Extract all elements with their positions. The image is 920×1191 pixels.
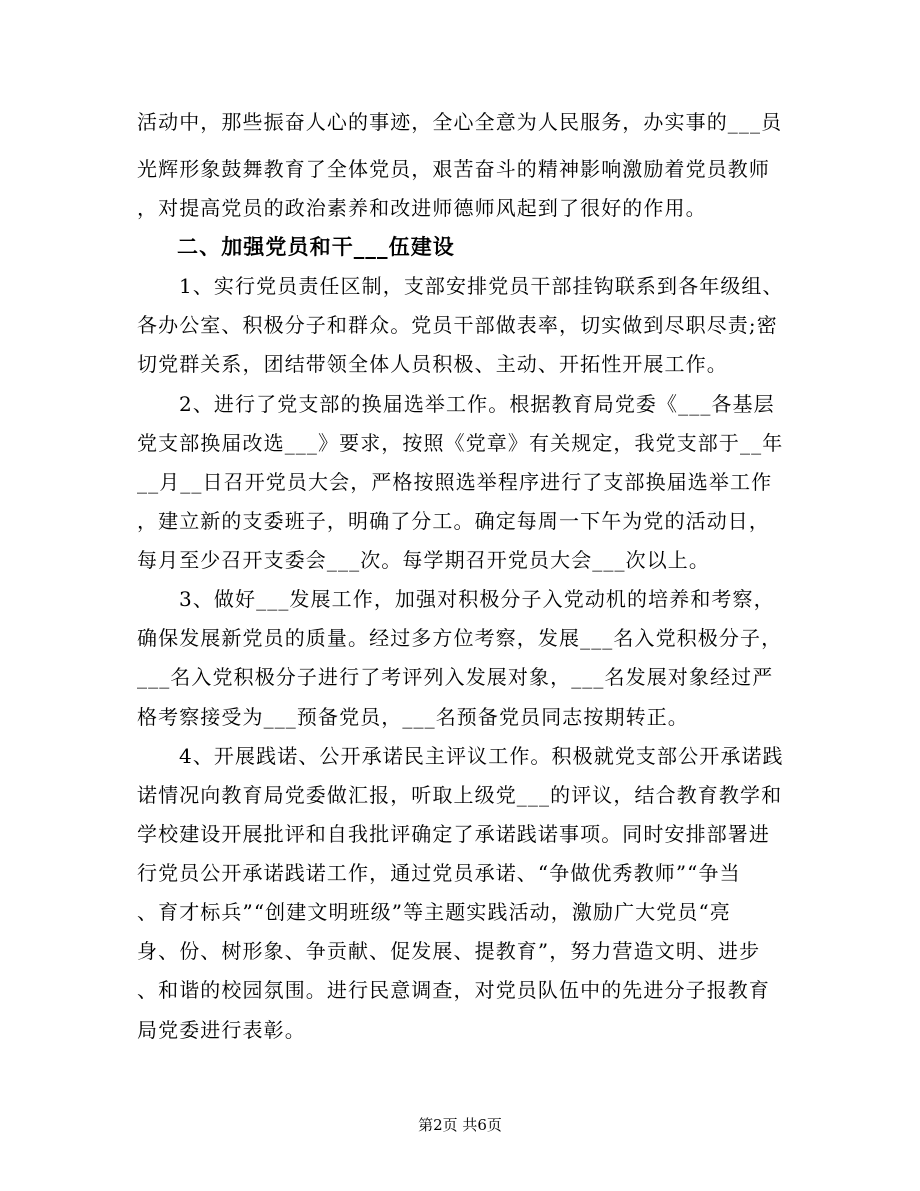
paragraph-line: 确保发展新党员的质量。经过多方位考察，发展___名入党积极分子， bbox=[137, 626, 783, 650]
paragraph-line: 身、份、树形象、争贡献、促发展、提教育”，努力营造文明、进步 bbox=[137, 939, 761, 963]
paragraph-line: 诺情况向教育局党委做汇报，听取上级党___的评议，结合教育教学和 bbox=[137, 783, 783, 807]
paragraph-line: 党支部换届改选___》要求，按照《党章》有关规定，我党支部于__年 bbox=[137, 431, 784, 455]
paragraph-line: 各办公室、积极分子和群众。党员干部做表率，切实做到尽职尽责;密 bbox=[137, 313, 778, 337]
paragraph-line: ，对提高党员的政治素养和改进师德师风起到了很好的作用。 bbox=[137, 196, 707, 220]
paragraph-line: 2、进行了党支部的换届选举工作。根据教育局党委《___各基层 bbox=[179, 392, 775, 416]
paragraph-line: 切党群关系，团结带领全体人员积极、主动、开拓性开展工作。 bbox=[137, 352, 728, 376]
paragraph-line: 局党委进行表彰。 bbox=[137, 1018, 306, 1042]
section-heading: 二、加强党员和干___伍建设 bbox=[177, 235, 455, 259]
paragraph-line: 、和谐的校园氛围。进行民意调查，对党员队伍中的先进分子报教育 bbox=[137, 978, 770, 1002]
paragraph-line: 1、实行党员责任区制，支部安排党员干部挂钩联系到各年级组、 bbox=[179, 274, 784, 298]
paragraph-line: 3、做好___发展工作，加强对积极分子入党动机的培养和考察， bbox=[179, 587, 775, 611]
paragraph-line: ___名入党积极分子进行了考评列入发展对象，___名发展对象经过严 bbox=[137, 665, 774, 689]
paragraph-line: __月__日召开党员大会，严格按照选举程序进行了支部换届选举工作 bbox=[137, 470, 773, 494]
paragraph-line: 格考察接受为___预备党员，___名预备党员同志按期转正。 bbox=[137, 705, 689, 729]
paragraph-line: ，建立新的支委班子，明确了分工。确定每周一下午为党的活动日， bbox=[137, 509, 770, 533]
paragraph-line: 行党员公开承诺践诺工作，通过党员承诺、“争做优秀教师”“争当 bbox=[137, 861, 741, 885]
paragraph-line: 光辉形象鼓舞教育了全体党员，艰苦奋斗的精神影响激励着党员教师 bbox=[137, 157, 770, 181]
paragraph-line: 学校建设开展批评和自我批评确定了承诺践诺事项。同时安排部署进 bbox=[137, 822, 770, 846]
paragraph-line: 每月至少召开支委会___次。每学期召开党员大会___次以上。 bbox=[137, 548, 710, 572]
paragraph-line: 活动中，那些振奋人心的事迹，全心全意为人民服务，办实事的___员 bbox=[137, 110, 783, 134]
paragraph-line: 4、开展践诺、公开承诺民主评议工作。积极就党支部公开承诺践 bbox=[179, 744, 784, 768]
page-number-footer: 第2页 共6页 bbox=[418, 1116, 502, 1134]
paragraph-line: 、育才标兵”“创建文明班级”等主题实践活动，激励广大党员“亮 bbox=[137, 900, 731, 924]
